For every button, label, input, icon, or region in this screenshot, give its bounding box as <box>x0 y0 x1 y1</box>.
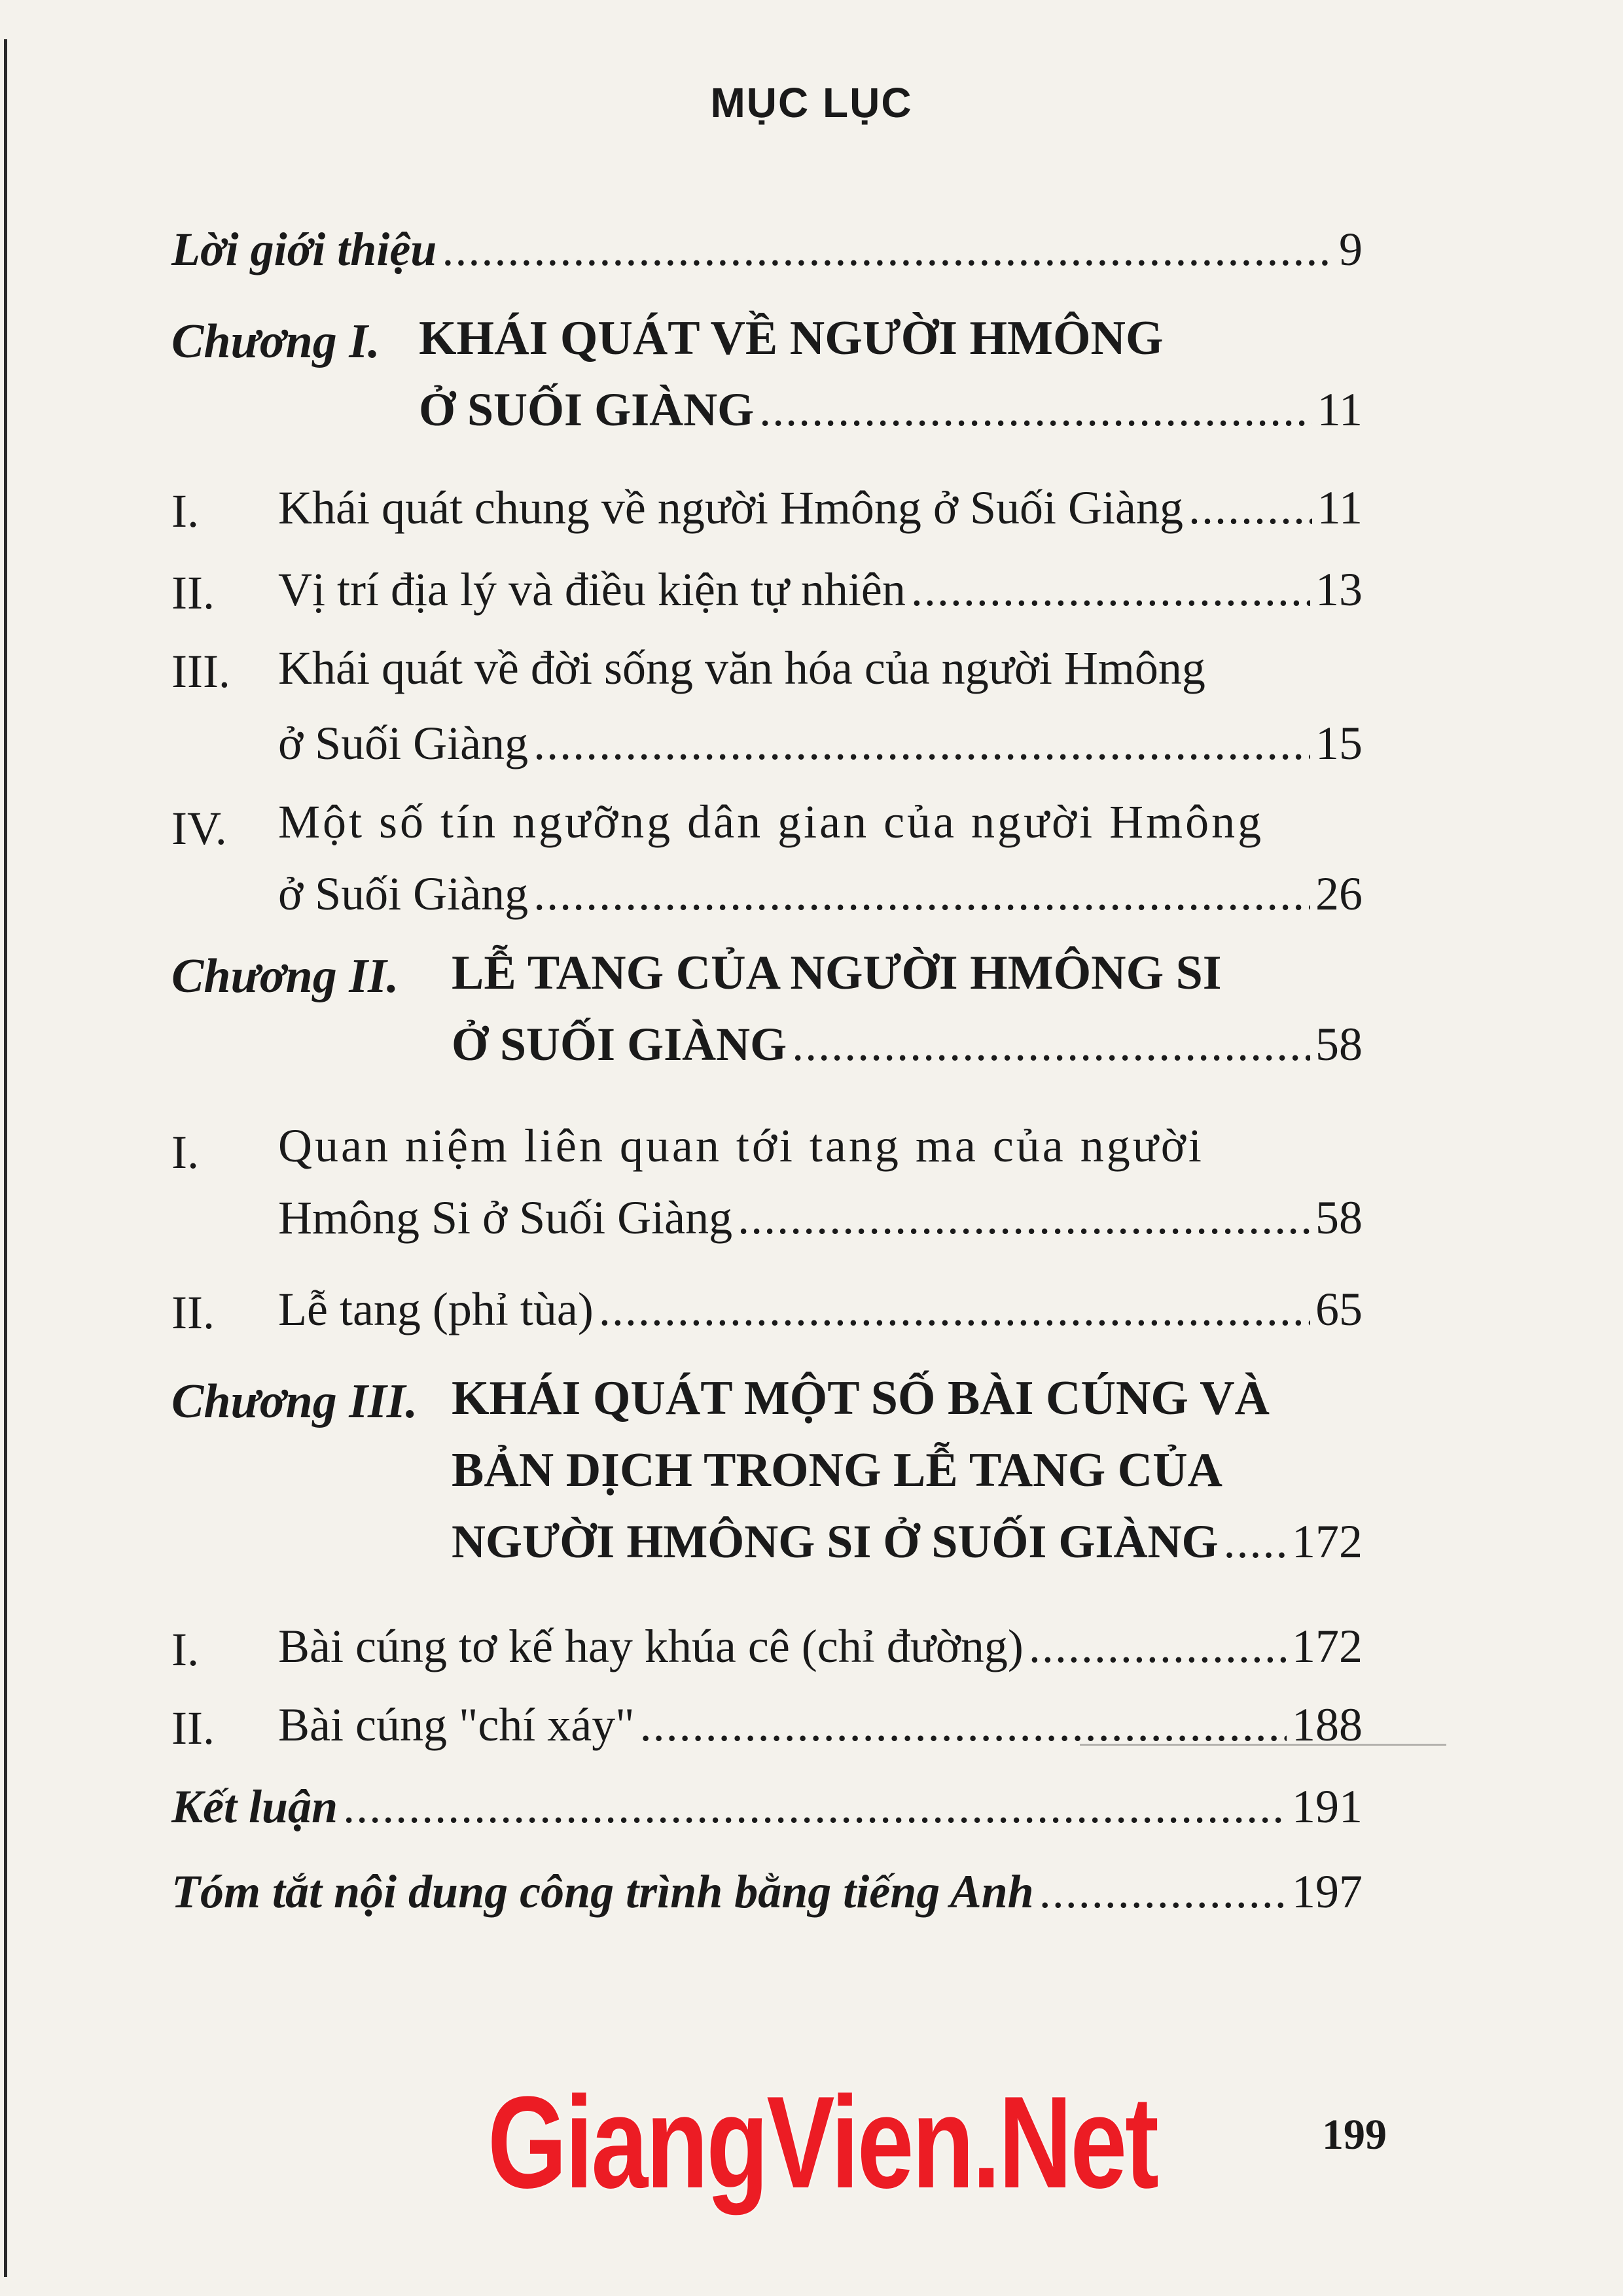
toc-page: 11 <box>1317 383 1363 436</box>
toc-number: I. <box>171 1623 199 1676</box>
toc-page: 191 <box>1292 1780 1363 1833</box>
bleed-through-line <box>1080 1744 1446 1746</box>
toc-entry-ch2-i <box>278 1191 1363 1245</box>
toc-label: Lời giới thiệu <box>171 223 437 275</box>
toc-label: Bài cúng tơ kế hay khúa cê (chỉ đường) <box>278 1620 1024 1672</box>
toc-leader <box>1188 481 1312 535</box>
chapter-2-title-line1: LỄ TANG CỦA NGƯỜI HMÔNG SI <box>452 946 1222 1000</box>
toc-entry-ch1-iii <box>278 716 1363 771</box>
toc-leader <box>759 383 1312 437</box>
toc-page: 197 <box>1292 1865 1363 1918</box>
chapter-2-prefix: Chương II. <box>171 949 399 1003</box>
toc-leader <box>343 1780 1287 1834</box>
toc-entry-ch3-i <box>278 1619 1363 1674</box>
toc-label: Khái quát chung về người Hmông ở Suối Giàng <box>278 482 1184 534</box>
toc-entry-ch1-i <box>278 481 1363 535</box>
toc-entry-ch2-ii <box>278 1282 1363 1337</box>
toc-leader <box>442 222 1334 277</box>
toc-label-line1: Một số tín ngưỡng dân gian của người Hmông <box>278 796 1264 848</box>
toc-page: 11 <box>1317 482 1363 534</box>
toc-label: Kết luận <box>171 1780 338 1833</box>
toc-page: 9 <box>1339 223 1363 275</box>
chapter-3-prefix: Chương III. <box>171 1375 418 1428</box>
chapter-1-title-line2 <box>419 383 1363 437</box>
toc-label: Ở SUỐI GIÀNG <box>452 1018 787 1070</box>
toc-leader <box>533 716 1310 771</box>
toc-label: Vị trí địa lý và điều kiện tự nhiên <box>278 563 906 616</box>
toc-page: 13 <box>1315 563 1363 616</box>
toc-leader <box>792 1017 1310 1072</box>
toc-leader <box>533 867 1310 921</box>
toc-page: 172 <box>1292 1620 1363 1672</box>
chapter-3-title-line1: KHÁI QUÁT MỘT SỐ BÀI CÚNG VÀ <box>452 1371 1270 1425</box>
toc-number: I. <box>171 485 199 537</box>
toc-label: Ở SUỐI GIÀNG <box>419 383 755 436</box>
toc-number: II. <box>171 567 215 619</box>
chapter-2-title-line2 <box>452 1017 1363 1072</box>
toc-page: 58 <box>1315 1192 1363 1244</box>
page-edge-line <box>4 39 7 2277</box>
toc-page: 188 <box>1292 1699 1363 1751</box>
toc-entry-conclusion <box>171 1780 1363 1834</box>
toc-label: Bài cúng "chí xáy" <box>278 1699 635 1751</box>
chapter-3-title-line2: BẢN DỊCH TRONG LỄ TANG CỦA <box>452 1443 1223 1497</box>
toc-leader <box>1029 1619 1287 1674</box>
toc-number: II. <box>171 1702 215 1754</box>
watermark-logo: GiangVien.Net <box>488 2070 1157 2216</box>
toc-label: ở Suối Giàng <box>278 717 529 769</box>
toc-leader <box>911 563 1310 617</box>
toc-label: Lễ tang (phỉ tùa) <box>278 1283 594 1335</box>
toc-page: 58 <box>1315 1018 1363 1070</box>
toc-page: 172 <box>1292 1515 1363 1568</box>
chapter-1-title-line1: KHÁI QUÁT VỀ NGƯỜI HMÔNG <box>419 311 1164 365</box>
toc-number: III. <box>171 645 230 698</box>
page-title: MỤC LỤC <box>710 79 913 126</box>
toc-leader <box>738 1191 1310 1245</box>
toc-label: Tóm tắt nội dung công trình bằng tiếng Anh <box>171 1865 1034 1918</box>
toc-number: II. <box>171 1286 215 1339</box>
toc-label: NGƯỜI HMÔNG SI Ở SUỐI GIÀNG <box>452 1515 1219 1568</box>
toc-number: IV. <box>171 802 227 855</box>
toc-leader <box>1039 1865 1287 1919</box>
toc-entry-intro <box>171 222 1363 277</box>
toc-entry-ch1-ii <box>278 563 1363 617</box>
toc-label: Hmông Si ở Suối Giàng <box>278 1192 733 1244</box>
chapter-3-title-line3 <box>452 1515 1363 1569</box>
toc-entry-ch1-iv <box>278 867 1363 921</box>
page-number: 199 <box>1322 2111 1387 2159</box>
toc-leader <box>1223 1515 1287 1569</box>
toc-entry-summary <box>171 1865 1363 1919</box>
toc-label-line1: Quan niệm liên quan tới tang ma của người <box>278 1120 1204 1172</box>
toc-page: 26 <box>1315 868 1363 920</box>
toc-leader <box>599 1282 1310 1337</box>
toc-number: I. <box>171 1126 199 1178</box>
toc-label-line1: Khái quát về đời sống văn hóa của người Hmông <box>278 642 1205 694</box>
chapter-1-prefix: Chương I. <box>171 315 380 368</box>
toc-label: ở Suối Giàng <box>278 868 529 920</box>
toc-page: 65 <box>1315 1283 1363 1335</box>
toc-page: 15 <box>1315 717 1363 769</box>
